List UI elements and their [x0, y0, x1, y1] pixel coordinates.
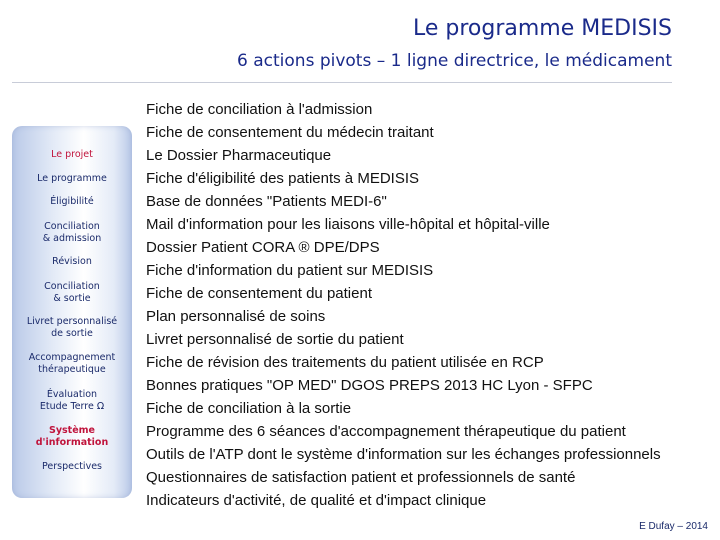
document-list [146, 98, 661, 512]
list-item: Indicateurs d'activité, de qualité et d'impact clinique [146, 492, 487, 509]
sidebar-item-systeme-information[interactable]: Système d'information [35, 425, 109, 448]
list-item: Questionnaires de satisfaction patient et professionnels de santé [146, 469, 576, 486]
sidebar-item-livret[interactable]: Livret personnalisé de sortie [26, 316, 118, 339]
sidebar-item-accompagnement[interactable]: Accompagnement thérapeutique [28, 352, 116, 375]
list-item: Livret personnalisé de sortie du patient [146, 331, 404, 348]
sidebar-item-projet[interactable]: Le projet [51, 149, 93, 160]
slide-title: Le programme MEDISIS [413, 16, 672, 41]
slide-subtitle: 6 actions pivots – 1 ligne directrice, le médicament [237, 51, 672, 71]
sidebar-item-conciliation-sortie[interactable]: Conciliation & sortie [44, 281, 100, 304]
title-divider [12, 82, 672, 83]
sidebar-item-evaluation[interactable]: Évaluation Etude Terre Ω [39, 389, 105, 412]
list-item: Le Dossier Pharmaceutique [146, 147, 332, 164]
sidebar-item-eligibilite[interactable]: Éligibilité [50, 196, 94, 207]
list-item: Bonnes pratiques "OP MED" DGOS PREPS 2013 HC Lyon - SFPC [146, 377, 593, 394]
list-item: Programme des 6 séances d'accompagnement thérapeutique du patient [146, 423, 626, 440]
footer-credit: E Dufay – 2014 [639, 521, 708, 532]
list-item: Fiche de conciliation à la sortie [146, 400, 352, 417]
list-item: Fiche d'information du patient sur MEDISIS [146, 262, 434, 279]
sidebar-item-conciliation-admission[interactable]: Conciliation & admission [42, 221, 102, 244]
list-item: Fiche de consentement du patient [146, 285, 372, 302]
list-item: Outils de l'ATP dont le système d'information sur les échanges professionnels [146, 446, 661, 463]
list-item: Fiche d'éligibilité des patients à MEDISIS [146, 170, 419, 187]
sidebar-item-perspectives[interactable]: Perspectives [42, 461, 102, 472]
sidebar-item-programme[interactable]: Le programme [37, 173, 107, 184]
list-item: Fiche de révision des traitements du patient utilisée en RCP [146, 354, 544, 371]
list-item: Plan personnalisé de soins [146, 308, 326, 325]
list-item: Base de données "Patients MEDI-6" [146, 193, 387, 210]
list-item: Fiche de conciliation à l'admission [146, 101, 373, 118]
list-item: Mail d'information pour les liaisons ville-hôpital et hôpital-ville [146, 216, 550, 233]
list-item: Dossier Patient CORA ® DPE/DPS [146, 239, 380, 256]
list-item: Fiche de consentement du médecin traitant [146, 124, 434, 141]
sidebar-nav [12, 126, 132, 498]
sidebar-item-revision[interactable]: Révision [52, 256, 92, 267]
